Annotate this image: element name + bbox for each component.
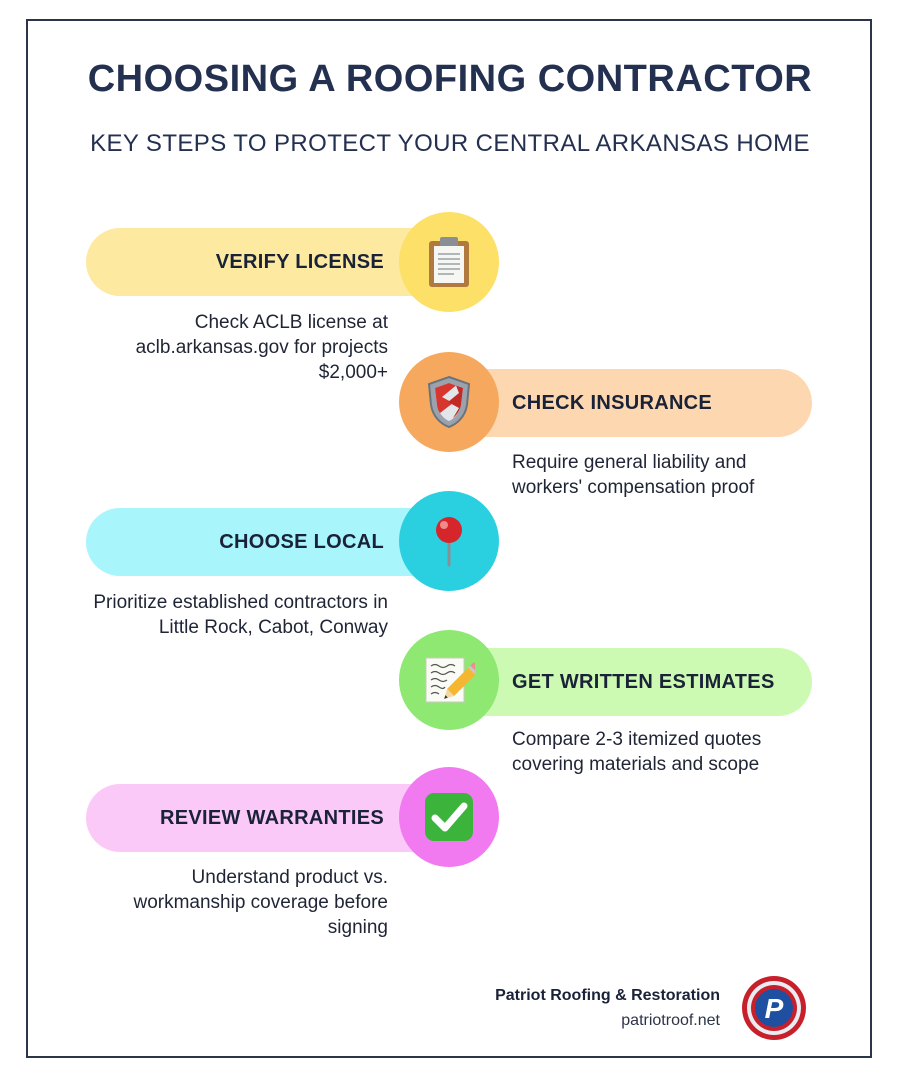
step-description: Compare 2-3 itemized quotes covering materials and scope [512,729,762,775]
step-icon-circle [399,491,499,591]
page-subtitle: KEY STEPS TO PROTECT YOUR CENTRAL ARKANSAS HOME [90,130,810,157]
step-label-pill [86,228,446,296]
step-icon-circle [399,630,499,730]
step-icon-circle [399,352,499,452]
step-description: Check ACLB license at aclb.arkansas.gov for projects $2,000+ [135,312,388,383]
step-description: Require general liability and workers' compensation proof [512,452,755,498]
company-logo [741,975,807,1041]
step-label: CHOOSE LOCAL [219,530,384,553]
page-title: CHOOSING A ROOFING CONTRACTOR [87,58,813,100]
memo-pencil-icon [423,654,475,706]
step-label: VERIFY LICENSE [215,250,384,273]
check-mark-icon [423,791,475,843]
company-url[interactable]: patriotroof.net [621,1012,720,1029]
step-label-pill [86,784,446,852]
step-description: Understand product vs. workmanship coverage before signing [133,867,388,938]
step-icon-circle [399,212,499,312]
step-icon-circle [399,767,499,867]
step-label: GET WRITTEN ESTIMATES [512,670,775,693]
clipboard-icon [424,235,474,289]
step-label: REVIEW WARRANTIES [160,806,384,829]
shield-icon [426,375,472,429]
company-name: Patriot Roofing & Restoration [495,987,720,1004]
logo-letter: P [764,993,784,1024]
step-label: CHECK INSURANCE [512,391,713,414]
step-label-pill [452,648,812,716]
step-description: Prioritize established contractors in Little Rock, Cabot, Conway [93,592,388,638]
step-label-pill [452,369,812,437]
map-pin-icon [432,515,466,567]
step-label-pill [86,508,446,576]
